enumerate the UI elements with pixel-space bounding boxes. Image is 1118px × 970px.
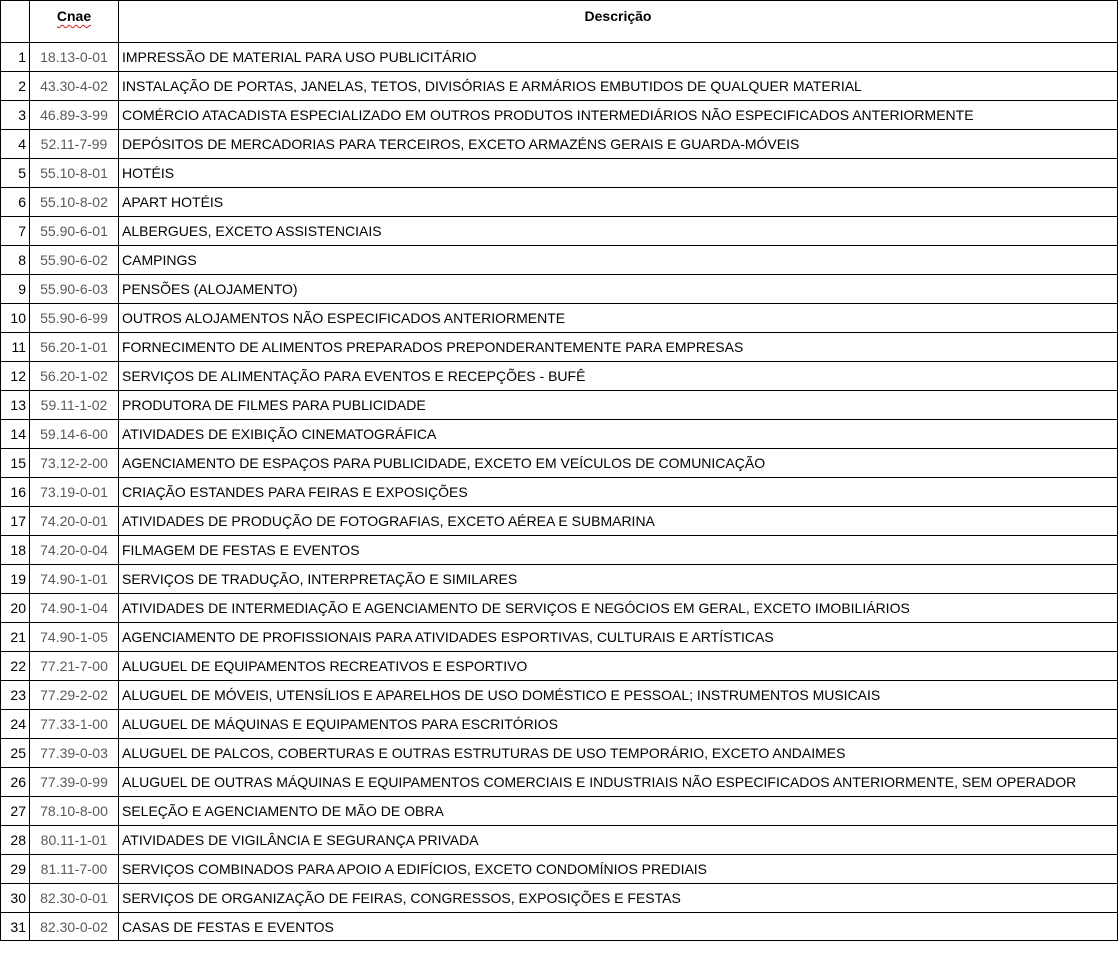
row-description: ALUGUEL DE PALCOS, COBERTURAS E OUTRAS ESTRUTURAS DE USO TEMPORÁRIO, EXCETO ANDAIMES	[119, 739, 1118, 768]
table-row	[1, 594, 1118, 623]
table-row	[1, 710, 1118, 739]
row-description: ALUGUEL DE MÁQUINAS E EQUIPAMENTOS PARA ESCRITÓRIOS	[119, 710, 1118, 739]
table-row	[1, 855, 1118, 884]
cnae-code: 18.13-0-01	[30, 43, 119, 72]
row-number: 20	[1, 594, 30, 623]
row-description: AGENCIAMENTO DE ESPAÇOS PARA PUBLICIDADE, EXCETO EM VEÍCULOS DE COMUNICAÇÃO	[119, 449, 1118, 478]
cnae-code: 78.10-8-00	[30, 797, 119, 826]
row-number: 2	[1, 72, 30, 101]
table-row	[1, 362, 1118, 391]
table-row	[1, 565, 1118, 594]
row-number: 17	[1, 507, 30, 536]
row-description: ATIVIDADES DE EXIBIÇÃO CINEMATOGRÁFICA	[119, 420, 1118, 449]
cnae-code: 55.10-8-02	[30, 188, 119, 217]
row-description: IMPRESSÃO DE MATERIAL PARA USO PUBLICITÁRIO	[119, 43, 1118, 72]
row-description: SERVIÇOS DE ALIMENTAÇÃO PARA EVENTOS E RECEPÇÕES - BUFÊ	[119, 362, 1118, 391]
row-description: OUTROS ALOJAMENTOS NÃO ESPECIFICADOS ANTERIORMENTE	[119, 304, 1118, 333]
header-index-cell	[1, 1, 30, 43]
row-number: 6	[1, 188, 30, 217]
row-description: AGENCIAMENTO DE PROFISSIONAIS PARA ATIVIDADES ESPORTIVAS, CULTURAIS E ARTÍSTICAS	[119, 623, 1118, 652]
row-number: 29	[1, 855, 30, 884]
row-number: 18	[1, 536, 30, 565]
table-row	[1, 72, 1118, 101]
row-number: 24	[1, 710, 30, 739]
row-number: 15	[1, 449, 30, 478]
cnae-code: 55.90-6-01	[30, 217, 119, 246]
cnae-code: 74.20-0-01	[30, 507, 119, 536]
cnae-code: 73.12-2-00	[30, 449, 119, 478]
table-row	[1, 101, 1118, 130]
row-description: SERVIÇOS COMBINADOS PARA APOIO A EDIFÍCIOS, EXCETO CONDOMÍNIOS PREDIAIS	[119, 855, 1118, 884]
table-row	[1, 130, 1118, 159]
row-description: INSTALAÇÃO DE PORTAS, JANELAS, TETOS, DIVISÓRIAS E ARMÁRIOS EMBUTIDOS DE QUALQUER MATERIAL	[119, 72, 1118, 101]
table-row	[1, 913, 1118, 941]
row-description: SERVIÇOS DE TRADUÇÃO, INTERPRETAÇÃO E SIMILARES	[119, 565, 1118, 594]
table-row	[1, 246, 1118, 275]
cnae-code: 74.20-0-04	[30, 536, 119, 565]
row-description: HOTÉIS	[119, 159, 1118, 188]
row-number: 11	[1, 333, 30, 362]
row-number: 12	[1, 362, 30, 391]
row-number: 7	[1, 217, 30, 246]
row-description: ALBERGUES, EXCETO ASSISTENCIAIS	[119, 217, 1118, 246]
table-row	[1, 652, 1118, 681]
cnae-code: 55.10-8-01	[30, 159, 119, 188]
cnae-code: 74.90-1-01	[30, 565, 119, 594]
table-row	[1, 797, 1118, 826]
row-description: ALUGUEL DE OUTRAS MÁQUINAS E EQUIPAMENTOS COMERCIAIS E INDUSTRIAIS NÃO ESPECIFICADOS ANTERIORMENTE, SEM OPERADOR	[119, 768, 1118, 797]
table-row	[1, 304, 1118, 333]
row-description: DEPÓSITOS DE MERCADORIAS PARA TERCEIROS, EXCETO ARMAZÉNS GERAIS E GUARDA-MÓVEIS	[119, 130, 1118, 159]
cnae-code: 77.21-7-00	[30, 652, 119, 681]
row-description: CRIAÇÃO ESTANDES PARA FEIRAS E EXPOSIÇÕES	[119, 478, 1118, 507]
table-row	[1, 681, 1118, 710]
header-cnae	[30, 1, 119, 43]
table-row	[1, 391, 1118, 420]
cnae-code: 82.30-0-01	[30, 884, 119, 913]
row-number: 10	[1, 304, 30, 333]
cnae-code: 77.39-0-99	[30, 768, 119, 797]
row-description: ATIVIDADES DE INTERMEDIAÇÃO E AGENCIAMENTO DE SERVIÇOS E NEGÓCIOS EM GERAL, EXCETO IMOBILIÁRIOS	[119, 594, 1118, 623]
table-row	[1, 449, 1118, 478]
table-row	[1, 43, 1118, 72]
table-row	[1, 536, 1118, 565]
table-row	[1, 333, 1118, 362]
header-cnae-label: Cnae	[56, 8, 92, 24]
row-number: 21	[1, 623, 30, 652]
row-description: ALUGUEL DE EQUIPAMENTOS RECREATIVOS E ESPORTIVO	[119, 652, 1118, 681]
header-descricao: Descrição	[119, 1, 1118, 43]
table-row	[1, 217, 1118, 246]
cnae-code: 55.90-6-02	[30, 246, 119, 275]
cnae-code: 73.19-0-01	[30, 478, 119, 507]
row-number: 30	[1, 884, 30, 913]
cnae-code: 81.11-7-00	[30, 855, 119, 884]
cnae-code: 55.90-6-03	[30, 275, 119, 304]
cnae-code: 43.30-4-02	[30, 72, 119, 101]
cnae-code: 59.14-6-00	[30, 420, 119, 449]
row-number: 26	[1, 768, 30, 797]
table-row	[1, 884, 1118, 913]
row-number: 28	[1, 826, 30, 855]
cnae-code: 55.90-6-99	[30, 304, 119, 333]
row-description: CAMPINGS	[119, 246, 1118, 275]
row-number: 3	[1, 101, 30, 130]
row-description: PENSÕES (ALOJAMENTO)	[119, 275, 1118, 304]
cnae-code: 56.20-1-02	[30, 362, 119, 391]
row-description: COMÉRCIO ATACADISTA ESPECIALIZADO EM OUTROS PRODUTOS INTERMEDIÁRIOS NÃO ESPECIFICADOS ANTERIORMENTE	[119, 101, 1118, 130]
row-number: 27	[1, 797, 30, 826]
row-description: FILMAGEM DE FESTAS E EVENTOS	[119, 536, 1118, 565]
row-number: 22	[1, 652, 30, 681]
row-number: 13	[1, 391, 30, 420]
cnae-code: 74.90-1-04	[30, 594, 119, 623]
header-row	[1, 1, 1118, 43]
row-description: ATIVIDADES DE VIGILÂNCIA E SEGURANÇA PRIVADA	[119, 826, 1118, 855]
row-description: PRODUTORA DE FILMES PARA PUBLICIDADE	[119, 391, 1118, 420]
table-row	[1, 478, 1118, 507]
row-number: 8	[1, 246, 30, 275]
row-description: CASAS DE FESTAS E EVENTOS	[119, 913, 1118, 941]
table-row	[1, 623, 1118, 652]
row-description: SELEÇÃO E AGENCIAMENTO DE MÃO DE OBRA	[119, 797, 1118, 826]
row-number: 14	[1, 420, 30, 449]
row-description: FORNECIMENTO DE ALIMENTOS PREPARADOS PREPONDERANTEMENTE PARA EMPRESAS	[119, 333, 1118, 362]
row-number: 19	[1, 565, 30, 594]
row-number: 9	[1, 275, 30, 304]
row-number: 5	[1, 159, 30, 188]
table-row	[1, 739, 1118, 768]
table-row	[1, 188, 1118, 217]
table-row	[1, 768, 1118, 797]
cnae-code: 74.90-1-05	[30, 623, 119, 652]
row-number: 25	[1, 739, 30, 768]
cnae-code: 46.89-3-99	[30, 101, 119, 130]
cnae-code: 52.11-7-99	[30, 130, 119, 159]
row-number: 16	[1, 478, 30, 507]
row-description: ATIVIDADES DE PRODUÇÃO DE FOTOGRAFIAS, EXCETO AÉREA E SUBMARINA	[119, 507, 1118, 536]
table-row	[1, 420, 1118, 449]
cnae-code: 82.30-0-02	[30, 913, 119, 941]
table-row	[1, 507, 1118, 536]
table-row	[1, 275, 1118, 304]
table-row	[1, 826, 1118, 855]
cnae-code: 59.11-1-02	[30, 391, 119, 420]
cnae-code: 77.29-2-02	[30, 681, 119, 710]
row-description: ALUGUEL DE MÓVEIS, UTENSÍLIOS E APARELHOS DE USO DOMÉSTICO E PESSOAL; INSTRUMENTOS MUSICAIS	[119, 681, 1118, 710]
row-description: SERVIÇOS DE ORGANIZAÇÃO DE FEIRAS, CONGRESSOS, EXPOSIÇÕES E FESTAS	[119, 884, 1118, 913]
cnae-code: 80.11-1-01	[30, 826, 119, 855]
cnae-code: 77.33-1-00	[30, 710, 119, 739]
row-number: 31	[1, 913, 30, 941]
cnae-code: 77.39-0-03	[30, 739, 119, 768]
row-number: 23	[1, 681, 30, 710]
row-number: 4	[1, 130, 30, 159]
row-number: 1	[1, 43, 30, 72]
cnae-code: 56.20-1-01	[30, 333, 119, 362]
row-description: APART HOTÉIS	[119, 188, 1118, 217]
table-row	[1, 159, 1118, 188]
